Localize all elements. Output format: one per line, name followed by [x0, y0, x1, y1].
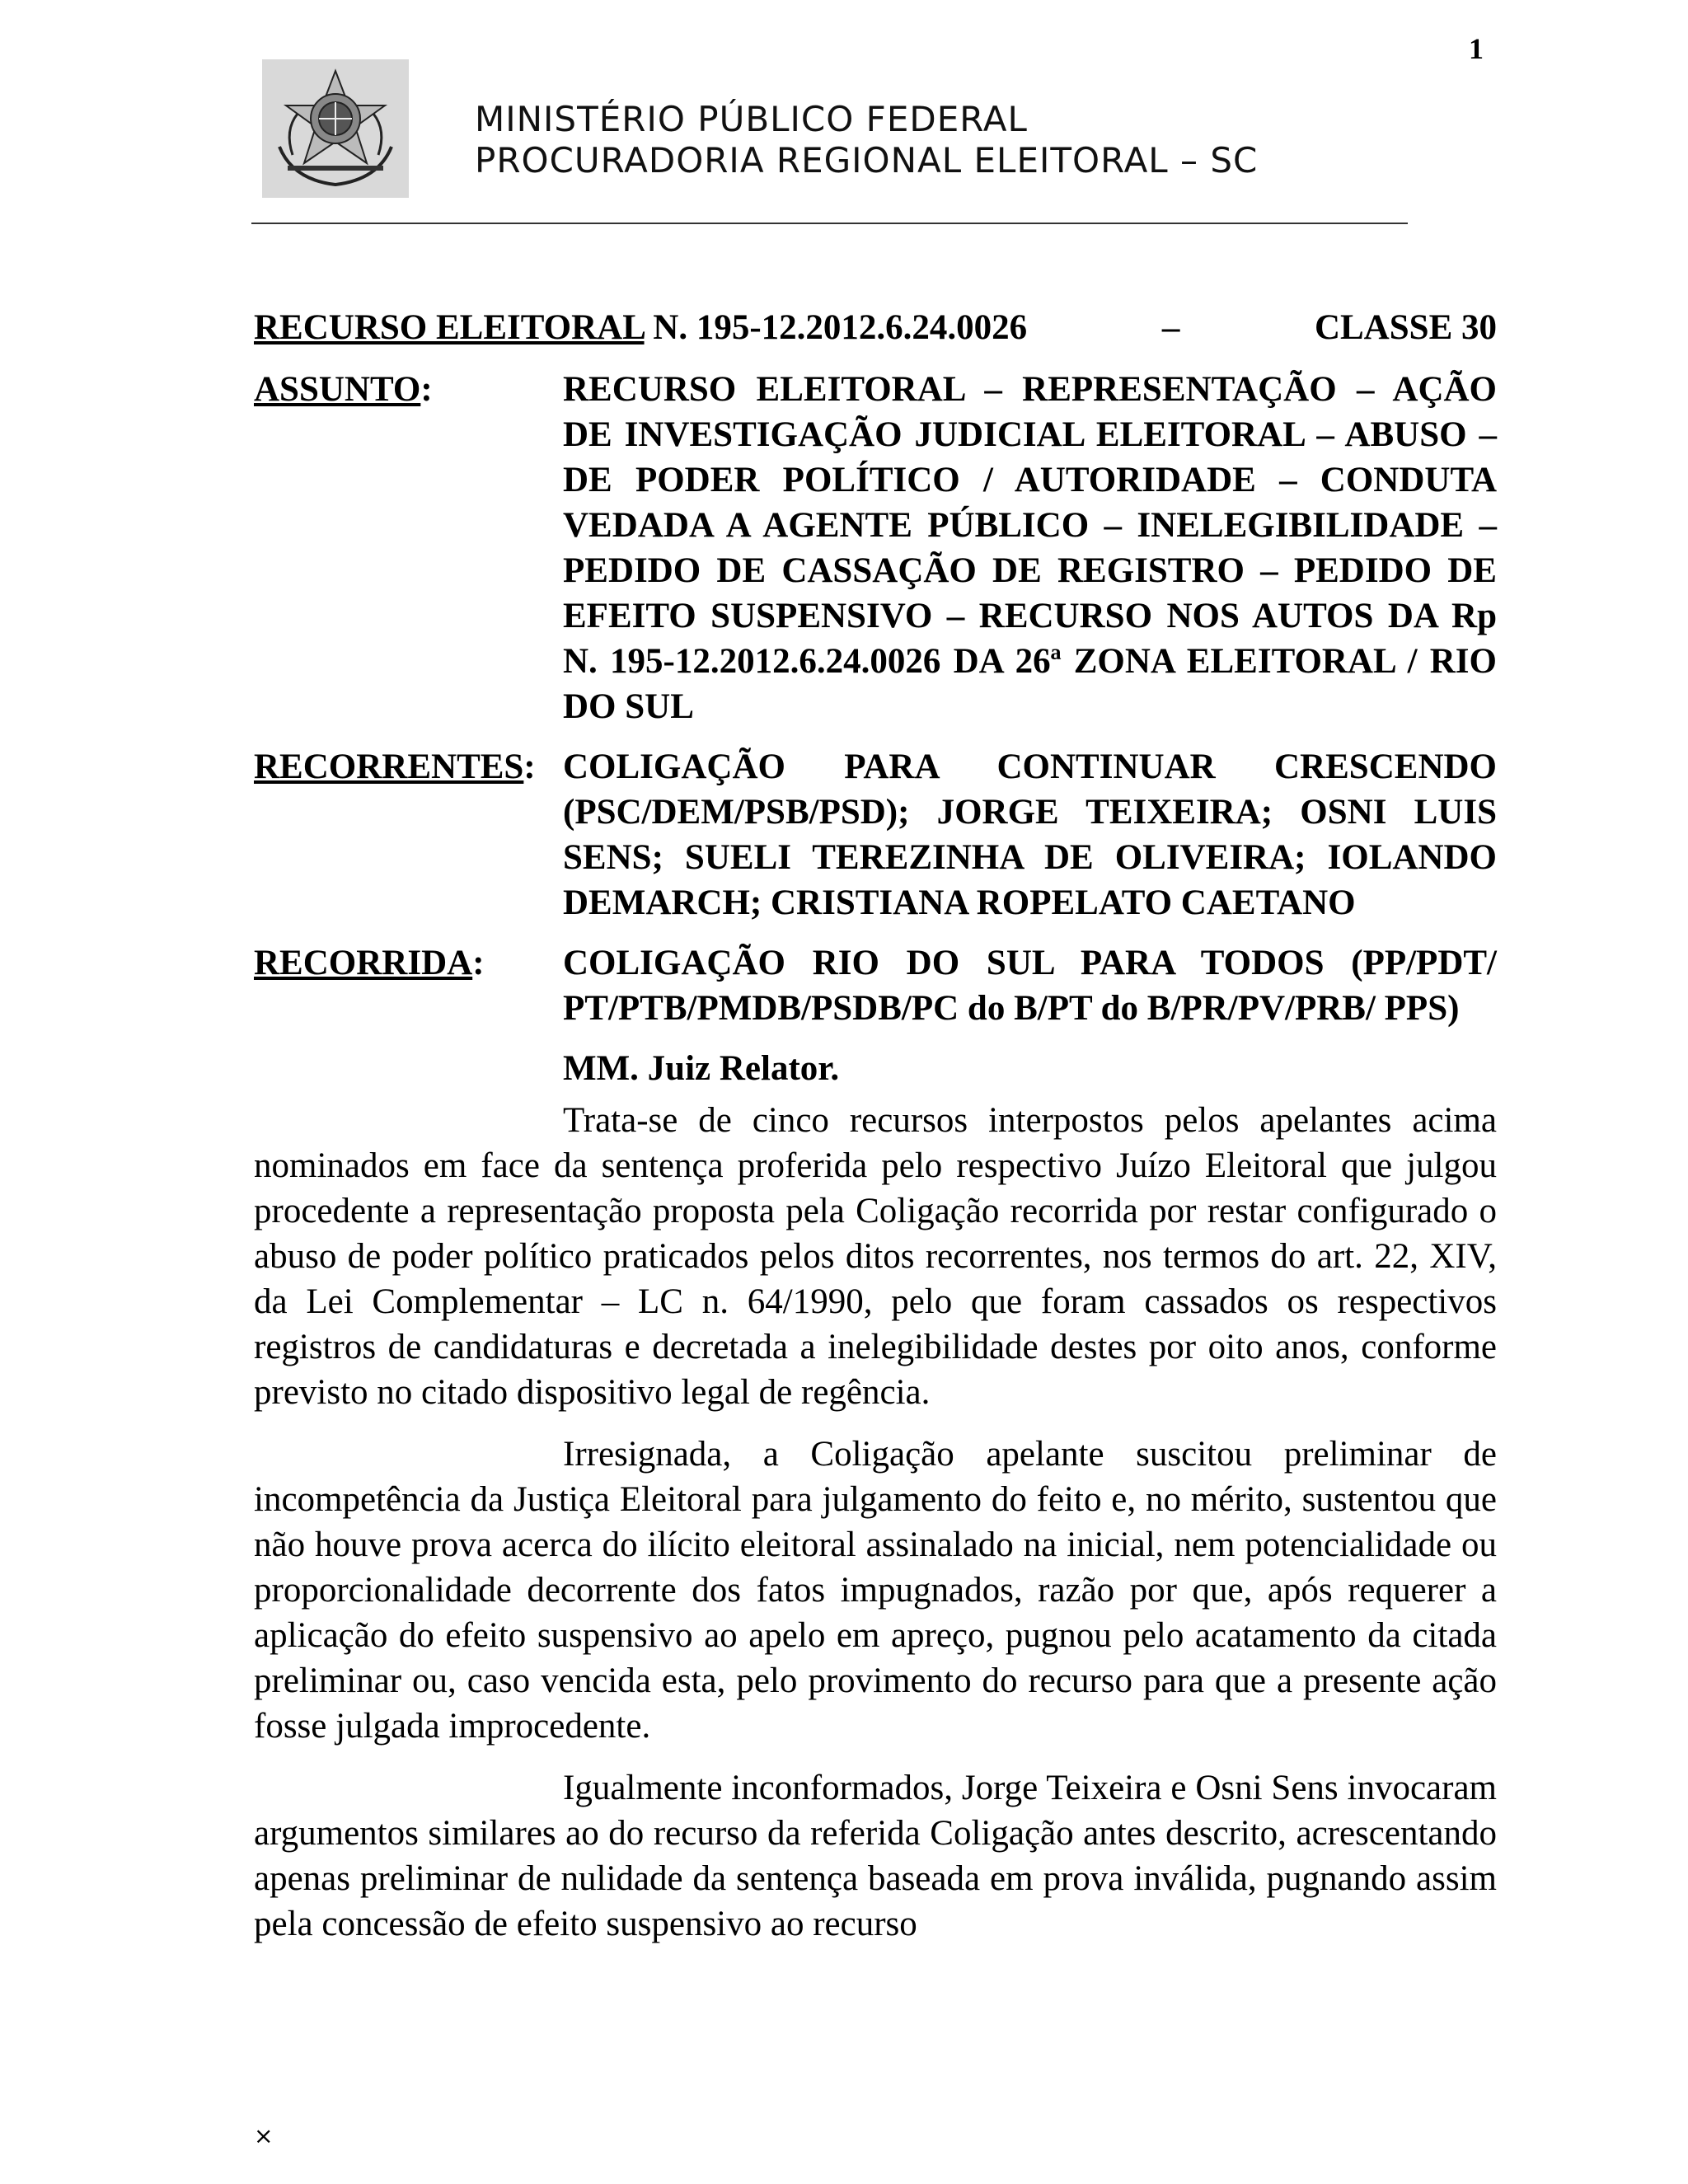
- paragraph-2: Irresignada, a Coligação apelante suscitou preliminar de incompetência da Justiça Eleitoral para julgamento do feito e, no mérito, sustentou que não houve prova acerca do ilícito eleitoral assinalado na inicial, nem potencialidade ou proporcionalidade decorrente dos fatos impugnados, razão por que, após requerer a aplicação do efeito suspensivo ao apelo em apreço, pugnou pelo acatamento da citada preliminar ou, caso vencida esta, pelo provimento do recurso para que a presente ação fosse julgada improcedente.: [254, 1435, 1497, 1746]
- case-number: N. 195-12.2012.6.24.0026: [653, 308, 1028, 347]
- header-line-1: MINISTÉRIO PÚBLICO FEDERAL: [475, 99, 1028, 139]
- case-title-line: [254, 305, 1497, 350]
- page-number: 1: [1469, 32, 1484, 65]
- recorrentes-label: RECORRENTES: [254, 748, 524, 786]
- recorrida-label: RECORRIDA: [254, 944, 473, 982]
- assunto-label: ASSUNTO: [254, 370, 421, 409]
- recorrida-label-cell: RECORRIDA:: [254, 944, 485, 982]
- document-body: [254, 305, 1497, 1963]
- recorrida-value: COLIGAÇÃO RIO DO SUL PARA TODOS (PP/PDT/ PT/PTB/PMDB/PSDB/PC do B/PT do B/PR/PV/PRB/ PPS): [563, 944, 1497, 1028]
- institution-header: [475, 99, 1258, 181]
- case-title-label: RECURSO ELEITORAL: [254, 308, 645, 347]
- paragraph-1: Trata-se de cinco recursos interpostos pelos apelantes acima nominados em face da sentença proferida pelo respectivo Juízo Eleitoral que julgou procedente a representação proposta pela Coligação recorrida por restar configurado o abuso de poder político praticados pelos ditos recorrentes, nos termos do art. 22, XIV, da Lei Complementar – LC n. 64/1990, pelo que foram cassados os respectivos registros de candidaturas e decretada a inelegibilidade destes por oito anos, conforme previsto no citado dispositivo legal de regência.: [254, 1101, 1497, 1412]
- brazil-arms-icon: [268, 64, 403, 193]
- recorrida-row: [254, 940, 1497, 1031]
- assunto-row: [254, 367, 1497, 729]
- recorrentes-row: [254, 744, 1497, 926]
- header-line-2: PROCURADORIA REGIONAL ELEITORAL – SC: [475, 140, 1259, 180]
- assunto-label-cell: ASSUNTO:: [254, 370, 433, 409]
- case-classe: CLASSE 30: [1314, 308, 1497, 347]
- salutation: MM. Juiz Relator.: [563, 1049, 840, 1088]
- header-divider: [251, 223, 1408, 224]
- case-title: [254, 305, 1027, 350]
- recorrentes-value: COLIGAÇÃO PARA CONTINUAR CRESCENDO (PSC/DEM/PSB/PSD); JORGE TEIXEIRA; OSNI LUIS SENS; SUELI TEREZINHA DE OLIVEIRA; IOLANDO DEMARCH; CRISTIANA ROPELATO CAETANO: [563, 748, 1497, 922]
- recorrentes-label-cell: RECORRENTES:: [254, 748, 536, 786]
- paragraph-3: Igualmente inconformados, Jorge Teixeira e Osni Sens invocaram argumentos similares ao do recurso da referida Coligação antes descrito, acrescentando apenas preliminar de nulidade da sentença baseada em prova inválida, pugnando assim pela concessão de efeito suspensivo ao recurso: [254, 1769, 1497, 1943]
- case-dash: –: [1161, 308, 1180, 347]
- coat-of-arms-emblem: [262, 59, 409, 198]
- footnote-mark: ×: [254, 2122, 274, 2149]
- assunto-value: RECURSO ELEITORAL – REPRESENTAÇÃO – AÇÃO DE INVESTIGAÇÃO JUDICIAL ELEITORAL – ABUSO – DE PODER POLÍTICO / AUTORIDADE – CONDUTA VEDADA A AGENTE PÚBLICO – INELEGIBILIDADE – PEDIDO DE CASSAÇÃO DE REGISTRO – PEDIDO DE EFEITO SUSPENSIVO – RECURSO NOS AUTOS DA Rp N. 195-12.2012.6.24.0026 DA 26ª ZONA ELEITORAL / RIO DO SUL: [563, 370, 1497, 726]
